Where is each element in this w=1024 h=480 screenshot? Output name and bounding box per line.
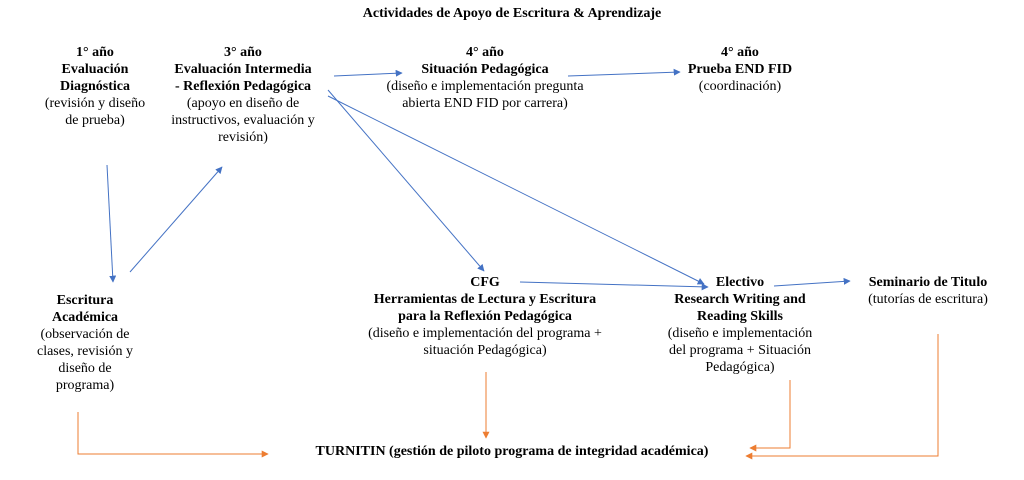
node-title-line: Evaluación bbox=[61, 62, 129, 77]
node-title-line: Situación Pedagógica bbox=[421, 62, 549, 77]
node-title-line: Académica bbox=[51, 310, 119, 325]
arrow-electivo-to-turnitin bbox=[750, 380, 790, 448]
node-year: 4° año bbox=[466, 45, 504, 60]
node-description-line: diseño de bbox=[58, 361, 112, 376]
node-description-line: situación Pedagógica) bbox=[423, 343, 547, 358]
node-seminario-de-titulo bbox=[838, 274, 1018, 308]
node-description-line: instructivos, evaluación y bbox=[171, 113, 315, 128]
node-description-line: (diseño e implementación pregunta bbox=[386, 79, 584, 94]
diagram-title: Actividades de Apoyo de Escritura & Aprendizaje bbox=[362, 6, 662, 21]
node-evaluacion-intermedia bbox=[148, 44, 338, 146]
node-title-line: Prueba END FID bbox=[687, 62, 793, 77]
node-title-line: Electivo bbox=[715, 275, 765, 290]
node-description-line: revisión) bbox=[218, 130, 268, 145]
node-description-line: Pedagógica) bbox=[705, 360, 775, 375]
node-turnitin: TURNITIN (gestión de piloto programa de integridad académica) bbox=[315, 444, 709, 459]
arrow-escritura-to-eval_inter bbox=[130, 167, 222, 272]
node-description-line: (coordinación) bbox=[698, 79, 782, 94]
node-description-line: clases, revisión y bbox=[36, 344, 134, 359]
node-title-line: Seminario de Titulo bbox=[868, 275, 988, 290]
arrow-escritura-to-turnitin bbox=[78, 412, 268, 454]
node-description-line: programa) bbox=[55, 378, 115, 393]
node-electivo bbox=[650, 274, 830, 376]
node-prueba-end-fid bbox=[660, 44, 820, 95]
node-description-line: (diseño e implementación del programa + bbox=[368, 326, 602, 341]
node-title-line: Research Writing and bbox=[674, 292, 806, 307]
node-title-line: Diagnóstica bbox=[60, 79, 130, 94]
node-title-line: Herramientas de Lectura y Escritura bbox=[373, 292, 597, 307]
node-escritura-academica bbox=[10, 292, 160, 394]
node-situacion-pedagogica bbox=[350, 44, 620, 112]
node-description-line: (tutorías de escritura) bbox=[868, 292, 988, 307]
node-year: 4° año bbox=[721, 45, 759, 60]
node-description-line: abierta END FID por carrera) bbox=[402, 96, 568, 111]
node-title-line: CFG bbox=[470, 275, 500, 290]
node-year: 1° año bbox=[76, 45, 114, 60]
node-description-line: (apoyo en diseño de bbox=[186, 96, 300, 111]
node-description-line: (observación de bbox=[40, 327, 130, 342]
node-title-line: Reading Skills bbox=[697, 309, 783, 324]
node-title-line: para la Reflexión Pedagógica bbox=[398, 309, 572, 324]
node-description-line: (diseño e implementación bbox=[667, 326, 813, 341]
node-cfg bbox=[330, 274, 640, 359]
node-description-line: (revisión y diseño bbox=[44, 96, 146, 111]
node-description-line: de prueba) bbox=[65, 113, 125, 128]
arrow-eval_inter-to-electivo bbox=[328, 96, 704, 284]
node-description-line: del programa + Situación bbox=[668, 343, 812, 358]
arrow-eval_diag-to-escritura bbox=[107, 165, 113, 282]
node-title-line: - Reflexión Pedagógica bbox=[174, 79, 312, 94]
node-title-line: Escritura bbox=[56, 293, 114, 308]
node-title-line: Evaluación Intermedia bbox=[174, 62, 312, 77]
node-year: 3° año bbox=[224, 45, 262, 60]
arrow-eval_inter-to-cfg bbox=[328, 90, 484, 271]
